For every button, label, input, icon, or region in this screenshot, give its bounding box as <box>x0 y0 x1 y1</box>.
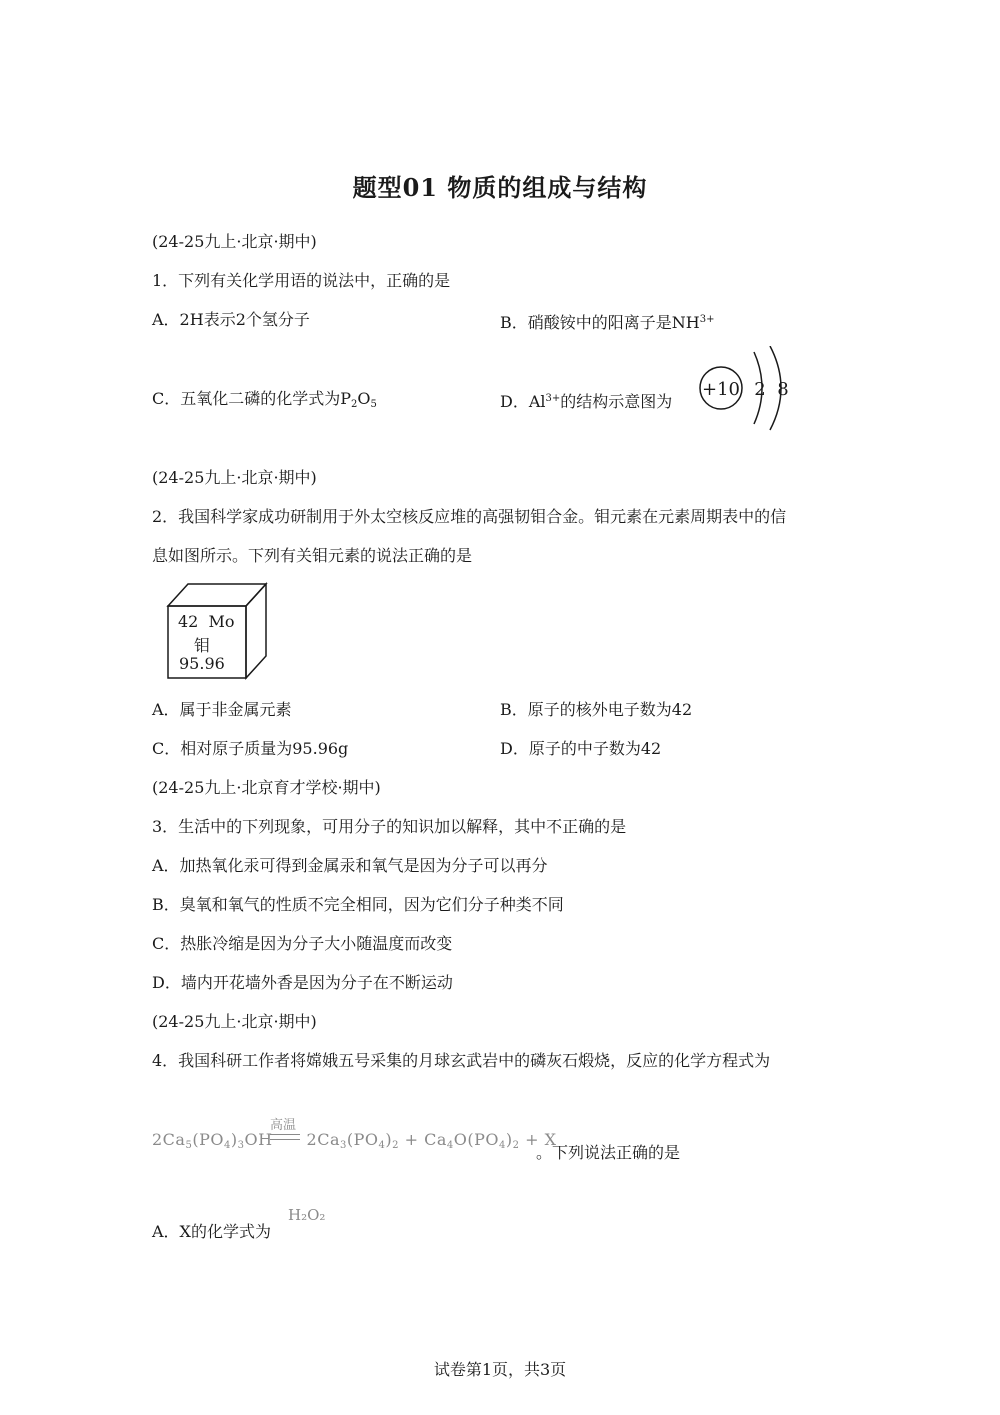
q3-option-a: A．加热氧化汞可得到金属汞和氧气是因为分子可以再分 <box>152 856 548 875</box>
shell-2-electrons: 8 <box>777 379 789 400</box>
q3-option-b: B．臭氧和氧气的性质不完全相同，因为它们分子种类不同 <box>152 895 564 914</box>
q4-source: (24-25九上·北京·期中) <box>152 1012 317 1031</box>
chemical-equation-image <box>152 1118 557 1162</box>
q1-option-a: A．2H表示2个氢分子 <box>152 310 310 329</box>
q1-source: (24-25九上·北京·期中) <box>152 232 317 251</box>
element-number-symbol: 42 Mo <box>178 612 235 631</box>
q2-source: (24-25九上·北京·期中) <box>152 468 317 487</box>
equation-condition: 高温 <box>270 1118 297 1133</box>
q1-option-d: D．$Al^{3+}$的结构示意图为 <box>500 392 673 411</box>
q3-stem: 3．生活中的下列现象，可用分子的知识加以解释，其中不正确的是 <box>152 817 627 836</box>
q3-source: (24-25九上·北京育才学校·期中) <box>152 778 381 797</box>
q1-stem: 1．下列有关化学用语的说法中，正确的是 <box>152 271 451 290</box>
element-mass: 95.96 <box>179 654 225 673</box>
q1-option-b: B．硝酸铵中的阳离子是$NH^{3+}$ <box>500 313 715 332</box>
q2-option-c: C．相对原子质量为95.96g <box>152 739 349 758</box>
q2-option-a: A．属于非金属元素 <box>152 700 292 719</box>
q3-option-c: C．热胀冷缩是因为分子大小随温度而改变 <box>152 934 453 953</box>
q4-equation-tail: 。下列说法正确的是 <box>536 1143 681 1162</box>
q1-option-c: C．五氧化二磷的化学式为$P_2O_5$ <box>152 389 377 410</box>
nucleus-charge: +10 <box>702 379 740 400</box>
q4-option-a: A．X的化学式为 <box>152 1222 271 1241</box>
q4-stem: 4．我国科研工作者将嫦娥五号采集的月球玄武岩中的磷灰石煅烧，反应的化学方程式为 <box>152 1051 771 1070</box>
page-title: 题型01 物质的组成与结构 <box>352 173 648 202</box>
periodic-element-card <box>166 582 268 682</box>
atom-structure-diagram <box>696 346 792 432</box>
q3-option-d: D．墙内开花墙外香是因为分子在不断运动 <box>152 973 453 992</box>
q2-stem-line2: 息如图所示。下列有关钼元素的说法正确的是 <box>152 546 473 565</box>
element-name: 钼 <box>194 636 211 655</box>
shell-1-electrons: 2 <box>754 379 766 400</box>
page-footer: 试卷第1页，共3页 <box>433 1360 567 1379</box>
q2-option-b: B．原子的核外电子数为42 <box>500 700 693 719</box>
equation-formula: $2Ca_5(PO_4)_3OH$ $2Ca_3(PO_4)_2 + Ca_4O(PO_4)_2 + X$ <box>152 1130 557 1151</box>
q2-stem-line1: 2．我国科学家成功研制用于外太空核反应堆的高强韧钼合金。钼元素在元素周期表中的信 <box>152 507 787 526</box>
q2-option-d: D．原子的中子数为42 <box>500 739 662 758</box>
q4-option-a-formula: H₂O₂ <box>288 1206 326 1224</box>
